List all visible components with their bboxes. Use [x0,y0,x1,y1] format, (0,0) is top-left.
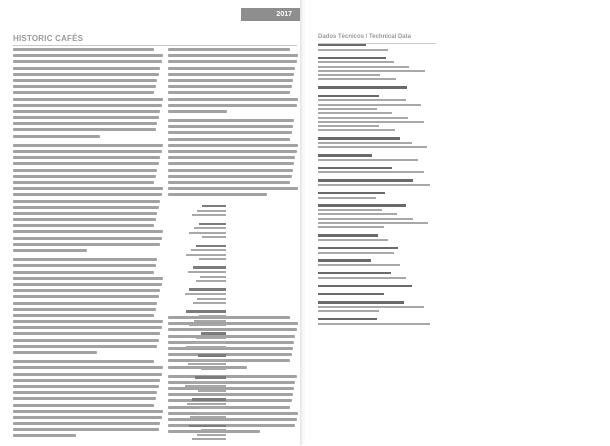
text-line [168,131,292,134]
address-line [192,214,226,216]
text-line [13,416,162,419]
text-line [13,212,157,215]
text-line [168,91,290,94]
text-line [13,264,156,267]
address-line [189,288,226,290]
text-line [13,144,163,147]
technical-data-line [318,108,377,110]
address-line [190,416,226,418]
technical-data-line [318,117,408,119]
text-line [13,243,160,246]
text-line [13,391,157,394]
address-line [187,403,226,405]
text-line [13,79,157,82]
text-line [13,156,160,159]
technical-data-heading [318,57,386,59]
text-line [13,116,159,119]
address-line [200,407,226,409]
technical-data-line [318,146,427,148]
text-line [13,295,159,298]
text-line [13,302,157,305]
text-line [168,181,290,184]
technical-data-line [318,74,380,76]
address-line [190,381,226,383]
address-line [193,302,226,304]
left-page-title: HISTORIC CAFÉS [13,34,84,43]
text-line [13,169,157,172]
text-line [13,218,156,221]
text-line [13,271,154,274]
address-line [192,438,226,440]
text-line [13,379,160,382]
address-line [194,320,226,322]
technical-data-line [318,310,379,312]
technical-data-heading [318,272,391,274]
cafe-address-block [182,205,226,446]
address-line [188,363,226,365]
address-line [199,315,226,317]
text-line [13,345,157,348]
text-line [168,48,290,51]
text-line [168,169,293,172]
text-line [13,258,157,261]
text-line [13,128,156,131]
address-line [189,232,226,234]
address-line [198,354,226,356]
text-line [13,326,162,329]
address-line [195,412,226,414]
text-line [13,339,159,342]
text-line [168,138,290,141]
text-line [13,135,100,138]
technical-data-line [318,197,376,199]
address-line [196,245,226,247]
technical-data-line [318,121,424,123]
technical-data-line [318,226,384,228]
technical-data-line [318,112,392,114]
address-line [195,376,226,378]
address-line [192,398,226,400]
technical-data-heading [318,95,379,97]
text-line [168,156,295,159]
address-line [196,280,226,282]
address-line [191,342,226,344]
text-line [168,98,298,101]
technical-data-line [318,252,394,254]
address-line [189,425,226,427]
text-line [168,193,267,196]
text-line [168,125,293,128]
text-line [13,320,163,323]
technical-data-line [318,104,421,106]
address-line [202,205,226,207]
technical-data-line [318,213,397,215]
technical-data-heading [318,285,412,287]
technical-data-heading [318,179,413,181]
text-line [168,60,297,63]
text-line [13,434,76,437]
address-line [193,359,226,361]
address-line [186,254,226,256]
address-line [199,258,226,260]
left-body-column-2 [168,48,298,200]
technical-data-heading [318,192,385,194]
text-line [13,385,159,388]
technical-data-heading [318,167,392,169]
technical-data-list [318,44,438,331]
text-line [13,237,162,240]
text-line [168,150,297,153]
text-line [13,175,156,178]
text-line [13,104,162,107]
technical-data-line [318,209,382,211]
text-line [13,91,154,94]
text-line [13,98,163,101]
technical-data-line [318,222,428,224]
text-line [13,360,154,363]
address-line [186,310,226,312]
text-line [13,181,154,184]
address-line [202,236,226,238]
text-line [13,404,154,407]
text-line [13,150,162,153]
text-line [168,67,295,70]
technical-data-line [318,159,418,161]
text-line [13,308,156,311]
address-line [201,332,226,334]
address-line [186,346,226,348]
address-line [188,271,226,273]
technical-data-line [318,49,388,51]
text-line [13,122,157,125]
technical-data-heading [318,247,398,249]
technical-data-heading [318,86,407,88]
text-line [13,397,156,400]
address-line [189,324,226,326]
left-title-rule [13,45,297,46]
text-line [13,48,154,51]
text-line [13,200,160,203]
technical-data-line [318,125,379,127]
technical-data-heading [318,154,372,156]
technical-data-line [318,239,388,241]
text-line [13,162,159,165]
technical-data-heading [318,137,400,139]
technical-data-line [318,78,396,80]
text-line [13,410,163,413]
technical-data-line [318,184,430,186]
technical-data-heading [318,301,404,303]
address-line [185,293,226,295]
address-line [185,385,226,387]
text-line [13,187,163,190]
text-line [13,351,97,354]
text-line [168,162,294,165]
text-line [13,289,160,292]
technical-data-line [318,264,400,266]
address-gap [182,442,226,446]
technical-data-heading [318,293,384,295]
text-line [13,230,163,233]
address-line [197,298,226,300]
technical-data-line [318,66,409,68]
text-line [168,144,298,147]
text-line [168,119,294,122]
technical-data-gap [318,327,438,331]
technical-data-heading [318,44,366,46]
right-page-title: Dados Técnicos / Technical Data [318,34,411,40]
year-tab: 2017 [241,8,300,21]
text-line [13,110,160,113]
text-line [13,373,162,376]
text-line [13,366,163,369]
text-line [13,206,159,209]
technical-data-line [318,129,395,131]
text-line [168,85,292,88]
address-line [199,223,226,225]
text-line [168,175,292,178]
left-body-column-1 [13,48,163,441]
text-line [13,314,154,317]
technical-data-heading [318,318,377,320]
address-line [196,337,226,339]
text-line [13,422,160,425]
technical-data-line [318,171,424,173]
technical-data-line [318,99,406,101]
text-line [13,428,159,431]
text-line [13,85,156,88]
technical-data-line [318,142,412,144]
text-line [13,224,154,227]
text-line [168,104,297,107]
address-line [201,429,226,431]
address-line [197,210,226,212]
technical-data-line [318,218,413,220]
text-line [13,193,162,196]
text-line [13,332,160,335]
technical-data-line [318,70,425,72]
text-line [168,187,298,190]
text-line [168,110,227,113]
technical-data-line [318,323,430,325]
text-line [13,277,163,280]
technical-data-heading [318,234,378,236]
address-line [193,266,226,268]
text-line [13,60,162,63]
text-line [13,73,159,76]
address-line [200,276,226,278]
text-line [13,283,162,286]
text-line [13,54,163,57]
technical-data-heading [318,204,406,206]
address-line [197,434,226,436]
technical-data-line [318,61,394,63]
technical-data-heading [318,259,371,261]
address-line [191,249,226,251]
text-line [168,73,294,76]
address-line [194,227,226,229]
address-line [198,390,226,392]
text-line [168,54,298,57]
technical-data-line [318,306,424,308]
text-line [13,67,160,70]
text-line [168,79,293,82]
text-line [13,249,87,252]
address-line [201,368,226,370]
technical-data-line [318,277,406,279]
